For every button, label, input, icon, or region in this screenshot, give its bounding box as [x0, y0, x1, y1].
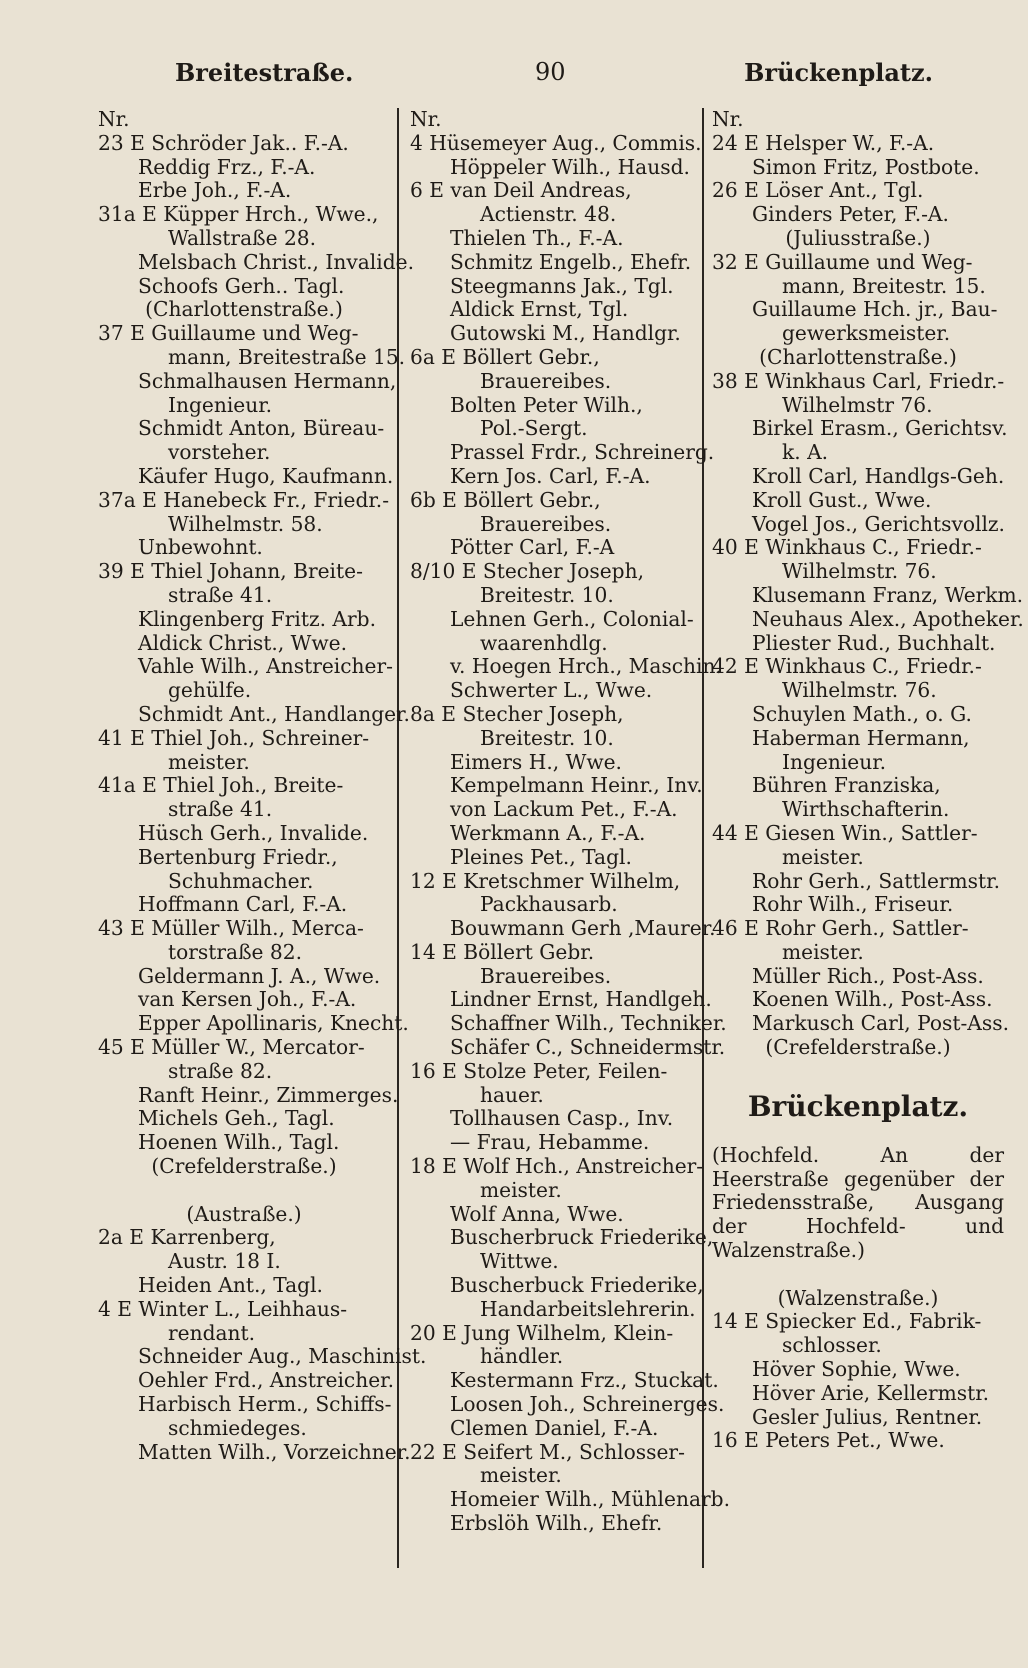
section-intro: (Hochfeld. An der Heerstraße gegenüber der Friedensstraße, Ausgang der Hochfeld- und Walzenstraße.) — [712, 1142, 1004, 1263]
directory-line: Kroll Gust., Wwe. — [752, 487, 932, 512]
directory-line: Ginders Peter, F.-A. — [752, 202, 949, 227]
directory-line: Matten Wilh., Vorzeichner. — [138, 1439, 411, 1464]
directory-line: Müller Rich., Post-Ass. — [752, 963, 984, 988]
directory-line: Hoenen Wilh., Tagl. — [138, 1130, 340, 1155]
directory-line: 42 E Winkhaus C., Friedr.- — [712, 654, 982, 679]
directory-line: Ranft Heinr., Zimmerges. — [138, 1082, 399, 1107]
directory-line: van Kersen Joh., F.-A. — [138, 987, 357, 1012]
directory-line: rendant. — [168, 1320, 256, 1345]
directory-line: Wallstraße 28. — [168, 225, 317, 250]
directory-line: Geldermann J. A., Wwe. — [138, 963, 381, 988]
directory-line: Vahle Wilh., Anstreicher- — [138, 654, 393, 679]
directory-line: torstraße 82. — [168, 939, 303, 964]
column-1 — [98, 107, 427, 1464]
directory-line: Austr. 18 I. — [168, 1249, 281, 1274]
directory-line: Eimers H., Wwe. — [450, 749, 622, 774]
directory-line: Pleines Pet., Tagl. — [450, 844, 632, 869]
directory-line: Handarbeitslehrerin. — [480, 1296, 696, 1321]
directory-line: 46 E Rohr Gerh., Sattler- — [712, 916, 969, 941]
street-heading: (Austraße.) — [186, 1201, 302, 1226]
directory-line: Schuhmacher. — [168, 868, 314, 893]
directory-line: 6 E van Deil Andreas, — [410, 178, 632, 203]
directory-line: Lehnen Gerh., Colonial- — [450, 606, 694, 631]
directory-line: straße 41. — [168, 797, 273, 822]
directory-line: Bertenburg Friedr., — [138, 844, 338, 869]
directory-line: Schneider Aug., Maschinist. — [138, 1344, 427, 1369]
directory-line: meister. — [480, 1177, 562, 1202]
directory-line: Höver Sophie, Wwe. — [752, 1357, 961, 1382]
directory-line: Aldick Christ., Wwe. — [138, 630, 348, 655]
directory-line: Hoffmann Carl, F.-A. — [138, 892, 348, 917]
directory-line: Breitestr. 10. — [480, 582, 614, 607]
directory-line: Gesler Julius, Rentner. — [752, 1404, 983, 1429]
directory-line: Packhausarb. — [480, 892, 618, 917]
directory-line: Rohr Gerh., Sattlermstr. — [752, 868, 1001, 893]
directory-line: 38 E Winkhaus Carl, Friedr.- — [712, 368, 1005, 393]
directory-line: Bühren Franziska, — [752, 773, 941, 798]
column-2 — [410, 107, 730, 1536]
directory-line: 37 E Guillaume und Weg- — [98, 321, 359, 346]
directory-line: straße 41. — [168, 582, 273, 607]
directory-line: 37a E Hanebeck Fr., Friedr.- — [98, 487, 390, 512]
directory-line: Markusch Carl, Post-Ass. — [752, 1011, 1010, 1036]
column-3 — [712, 107, 1024, 1453]
directory-line: 4 Hüsemeyer Aug., Commis. — [410, 130, 702, 155]
directory-line: Reddig Frz., F.-A. — [138, 154, 316, 179]
directory-line: 16 E Stolze Peter, Feilen- — [410, 1058, 668, 1083]
directory-line: 8/10 E Stecher Joseph, — [410, 559, 645, 584]
directory-line: Brauereibes. — [480, 368, 612, 393]
directory-line: waarenhdlg. — [480, 630, 608, 655]
directory-line: 24 E Helsper W., F.-A. — [712, 130, 935, 155]
section-title: Brückenplatz. — [747, 1089, 969, 1123]
directory-line: Käufer Hugo, Kaufmann. — [138, 463, 394, 488]
directory-line: Kern Jos. Carl, F.-A. — [450, 463, 651, 488]
directory-line: 31a E Küpper Hrch., Wwe., — [98, 202, 379, 227]
column-divider — [702, 108, 704, 1568]
directory-line: meister. — [480, 1463, 562, 1488]
directory-line: Wilhelmstr. 76. — [782, 678, 937, 703]
street-heading: (Walzenstraße.) — [777, 1285, 939, 1310]
page-header — [0, 58, 1028, 98]
directory-line: Nr. — [712, 107, 744, 131]
directory-line: Schmidt Ant., Handlanger. — [138, 701, 410, 726]
directory-line: Oehler Frd., Anstreicher. — [138, 1368, 395, 1393]
directory-line: Homeier Wilh., Mühlenarb. — [450, 1487, 730, 1512]
directory-line: 18 E Wolf Hch., Anstreicher- — [410, 1154, 704, 1179]
directory-line: Brauereibes. — [480, 511, 612, 536]
directory-line: vorsteher. — [168, 440, 271, 465]
directory-line: 12 E Kretschmer Wilhelm, — [410, 868, 681, 893]
directory-line: Haberman Hermann, — [752, 725, 970, 750]
directory-line: mann, Breitestr. 15. — [782, 273, 986, 298]
directory-line — [98, 1179, 390, 1203]
directory-line: Birkel Erasm., Gerichtsv. — [752, 416, 1008, 441]
directory-line: Tollhausen Casp., Inv. — [450, 1106, 674, 1131]
directory-line: Brauereibes. — [480, 963, 612, 988]
directory-line: Schuylen Math., o. G. — [752, 701, 972, 726]
directory-line: 14 E Böllert Gebr. — [410, 939, 595, 964]
directory-line: 20 E Jung Wilhelm, Klein- — [410, 1320, 674, 1345]
directory-line: Breitestr. 10. — [480, 725, 614, 750]
directory-line: Bolten Peter Wilh., — [450, 392, 643, 417]
directory-line: Aldick Ernst, Tgl. — [450, 297, 629, 322]
directory-line: Harbisch Herm., Schiffs- — [138, 1392, 392, 1417]
directory-line: Michels Geh., Tagl. — [138, 1106, 335, 1131]
directory-line: Werkmann A., F.-A. — [450, 820, 646, 845]
street-heading: (Charlottenstraße.) — [759, 344, 957, 369]
directory-line: Schmalhausen Hermann, — [138, 368, 397, 393]
directory-line: straße 82. — [168, 1058, 273, 1083]
street-heading: (Crefelderstraße.) — [765, 1035, 951, 1060]
directory-line: Nr. — [410, 107, 442, 131]
directory-line: Rohr Wilh., Friseur. — [752, 892, 954, 917]
directory-line: Buscherbuck Friederike, — [450, 1273, 704, 1298]
directory-line: Klingenberg Fritz. Arb. — [138, 606, 376, 631]
directory-line: schlosser. — [782, 1333, 882, 1358]
directory-line: Pötter Carl, F.-A — [450, 535, 615, 560]
header-left-street: Breitestraße. — [175, 58, 354, 87]
directory-line: Höppeler Wilh., Hausd. — [450, 154, 690, 179]
directory-line: Nr. — [98, 107, 130, 131]
directory-line: 6b E Böllert Gebr., — [410, 487, 601, 512]
directory-line: Wilhelmstr 76. — [782, 392, 933, 417]
column-3-entries — [712, 107, 1024, 1060]
directory-line: Epper Apollinaris, Knecht. — [138, 1011, 409, 1036]
directory-line: Erbe Joh., F.-A. — [138, 178, 292, 203]
directory-line: Schoofs Gerh.. Tagl. — [138, 273, 345, 298]
directory-line: 45 E Müller W., Mercator- — [98, 1035, 365, 1060]
directory-line: Koenen Wilh., Post-Ass. — [752, 987, 993, 1012]
directory-line: Bouwmann Gerh ,Maurer. — [450, 916, 716, 941]
directory-line: Lindner Ernst, Handlgeh. — [450, 987, 712, 1012]
directory-line: Hüsch Gerh., Invalide. — [138, 820, 369, 845]
directory-line: 6a E Böllert Gebr., — [410, 344, 600, 369]
directory-line: Schwerter L., Wwe. — [450, 678, 653, 703]
directory-line: händler. — [480, 1344, 564, 1369]
directory-line: 44 E Giesen Win., Sattler- — [712, 820, 978, 845]
directory-line: Ingenieur. — [168, 392, 273, 417]
directory-line: 40 E Winkhaus C., Friedr.- — [712, 535, 982, 560]
directory-line — [712, 1263, 1004, 1287]
directory-line: Ingenieur. — [782, 749, 887, 774]
street-heading: (Juliusstraße.) — [785, 225, 931, 250]
directory-line: gehülfe. — [168, 678, 252, 703]
directory-line: 16 E Peters Pet., Wwe. — [712, 1428, 945, 1453]
directory-line: Actienstr. 48. — [480, 202, 617, 227]
directory-line: v. Hoegen Hrch., Maschin. — [450, 654, 722, 679]
directory-line: 23 E Schröder Jak.. F.-A. — [98, 130, 349, 155]
directory-line: Prassel Frdr., Schreinerg. — [450, 440, 715, 465]
directory-line: Wilhelmstr. 58. — [168, 511, 323, 536]
directory-line: Loosen Joh., Schreinerges. — [450, 1392, 725, 1417]
directory-line: Neuhaus Alex., Apotheker. — [752, 606, 1024, 631]
directory-line: Wilhelmstr. 76. — [782, 559, 937, 584]
directory-line: Wolf Anna, Wwe. — [450, 1201, 624, 1226]
directory-line: schmiedeges. — [168, 1415, 307, 1440]
directory-line: — Frau, Hebamme. — [450, 1130, 650, 1155]
directory-line: Unbewohnt. — [138, 535, 263, 560]
directory-line: Pliester Rud., Buchhalt. — [752, 630, 996, 655]
directory-line: Schmitz Engelb., Ehefr. — [450, 249, 692, 274]
directory-line: 41 E Thiel Joh., Schreiner- — [98, 725, 370, 750]
directory-line: Schmidt Anton, Büreau- — [138, 416, 385, 441]
directory-line: hauer. — [480, 1082, 544, 1107]
directory-line: 32 E Guillaume und Weg- — [712, 249, 973, 274]
directory-line: Steegmanns Jak., Tgl. — [450, 273, 674, 298]
directory-line: Vogel Jos., Gerichtsvollz. — [752, 511, 1005, 536]
directory-line: gewerksmeister. — [782, 321, 951, 346]
directory-line: 26 E Löser Ant., Tgl. — [712, 178, 924, 203]
directory-line: meister. — [782, 939, 864, 964]
directory-line: meister. — [782, 844, 864, 869]
directory-line: 41a E Thiel Joh., Breite- — [98, 773, 344, 798]
directory-line: 8a E Stecher Joseph, — [410, 701, 624, 726]
directory-line: meister. — [168, 749, 250, 774]
directory-line: Schäfer C., Schneidermstr. — [450, 1035, 726, 1060]
directory-line: Wirthschafterin. — [782, 797, 950, 822]
directory-line: Kroll Carl, Handlgs-Geh. — [752, 463, 1005, 488]
directory-line: Pol.-Sergt. — [480, 416, 588, 441]
directory-line: Clemen Daniel, F.-A. — [450, 1415, 659, 1440]
street-heading: (Crefelderstraße.) — [151, 1154, 337, 1179]
directory-line: Heiden Ant., Tagl. — [138, 1273, 323, 1298]
directory-line: von Lackum Pet., F.-A. — [450, 797, 678, 822]
directory-line: 14 E Spiecker Ed., Fabrik- — [712, 1309, 982, 1334]
directory-line: 43 E Müller Wilh., Merca- — [98, 916, 364, 941]
directory-line: Buscherbruck Friederike, — [450, 1225, 714, 1250]
header-right-street: Brückenplatz. — [744, 58, 933, 87]
directory-line: 4 E Winter L., Leihhaus- — [98, 1296, 348, 1321]
directory-line: Schaffner Wilh., Techniker. — [450, 1011, 727, 1036]
column-3-entries-after — [712, 1263, 1004, 1453]
directory-line: 2a E Karrenberg, — [98, 1225, 276, 1250]
directory-line: Kestermann Frz., Stuckat. — [450, 1368, 719, 1393]
directory-line: Simon Fritz, Postbote. — [752, 154, 980, 179]
directory-line: Wittwe. — [480, 1249, 559, 1274]
directory-line: k. A. — [782, 440, 829, 465]
directory-line: Kempelmann Heinr., Inv. — [450, 773, 703, 798]
page-number: 90 — [535, 58, 566, 86]
directory-line: Melsbach Christ., Invalide. — [138, 249, 415, 274]
directory-line: 39 E Thiel Johann, Breite- — [98, 559, 363, 584]
directory-line: Erbslöh Wilh., Ehefr. — [450, 1511, 663, 1536]
directory-line: mann, Breitestraße 15. — [168, 344, 406, 369]
directory-line: Gutowski M., Handlgr. — [450, 321, 681, 346]
directory-line: Höver Arie, Kellermstr. — [752, 1380, 990, 1405]
street-heading: (Charlottenstraße.) — [145, 297, 343, 322]
directory-line: Klusemann Franz, Werkm. — [752, 582, 1024, 607]
directory-line: Thielen Th., F.-A. — [450, 225, 624, 250]
directory-line: 22 E Seifert M., Schlosser- — [410, 1439, 685, 1464]
directory-line: Guillaume Hch. jr., Bau- — [752, 297, 998, 322]
